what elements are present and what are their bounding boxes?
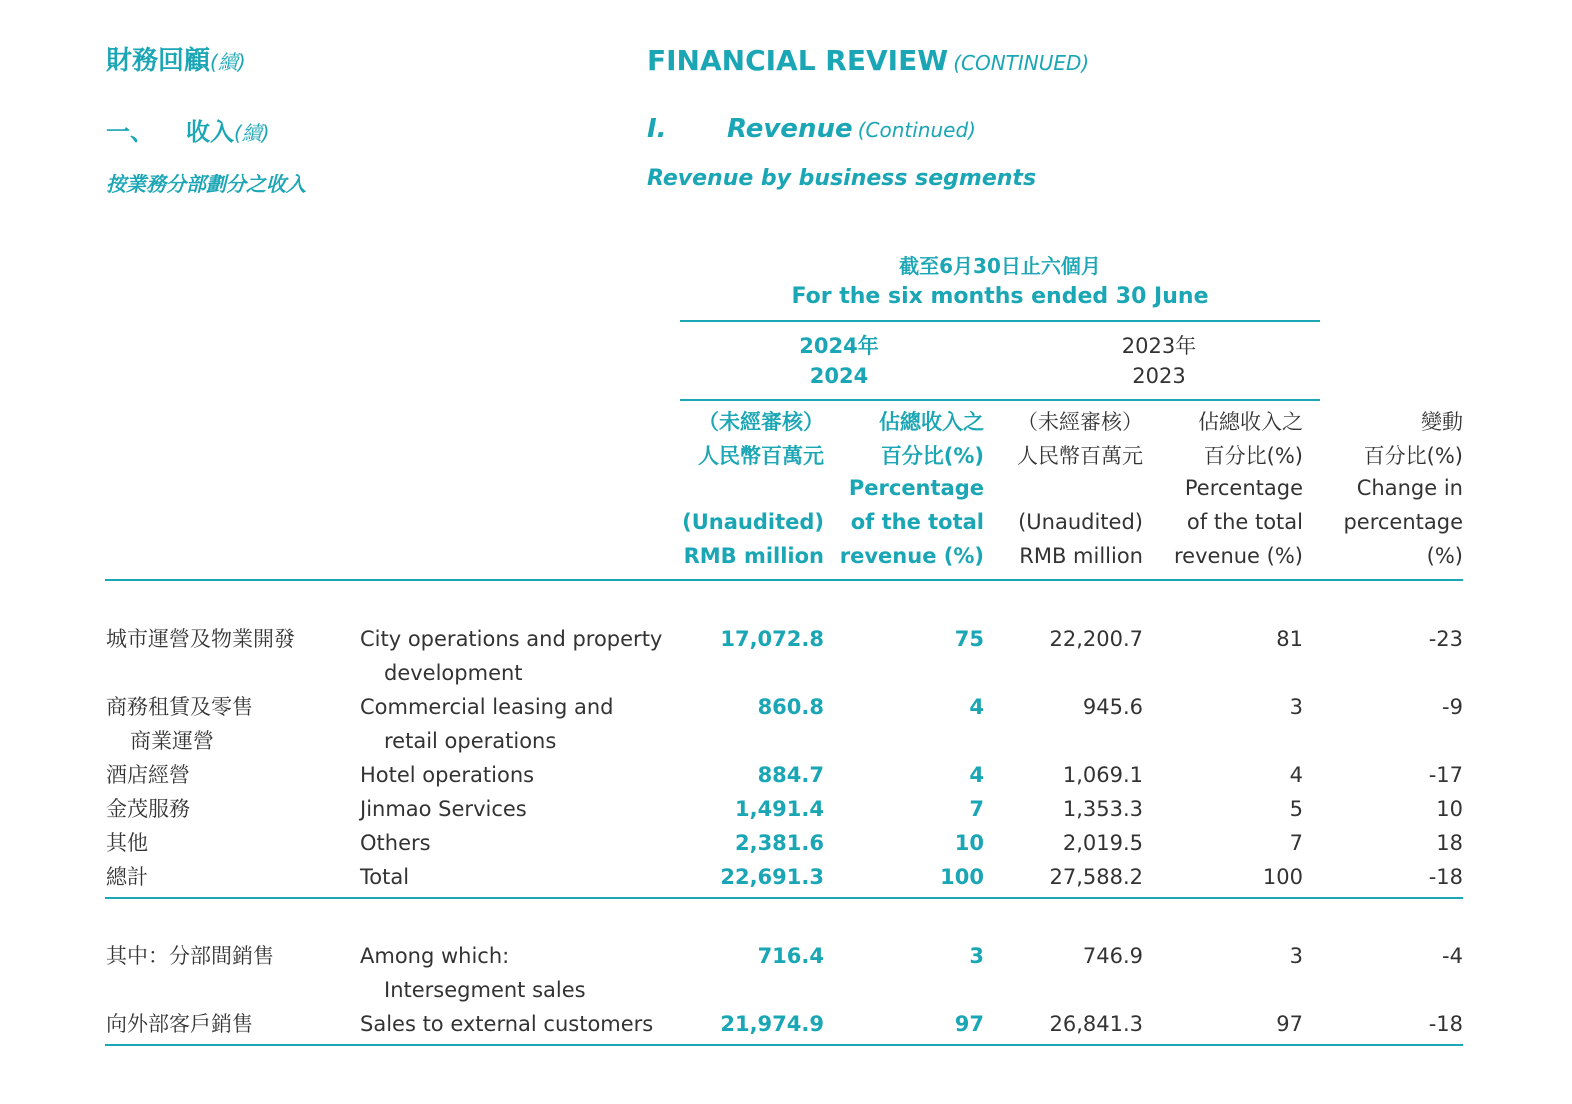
cell-2024-pct: 10	[954, 831, 984, 855]
year-underline	[680, 399, 1320, 401]
col-head-2024-pct-line: Percentage	[848, 476, 984, 500]
cell-2024-amount: 22,691.3	[720, 865, 824, 889]
cell-2024-amount: 1,491.4	[734, 797, 824, 821]
en-subsection-title: Revenue by business segments	[647, 166, 1037, 191]
col-head-2023-pct-line: revenue (%)	[1174, 544, 1303, 568]
row-label-en: Jinmao Services	[360, 797, 527, 821]
row-label-en: Sales to external customers	[360, 1012, 654, 1036]
col-head-2023-pct-line: of the total	[1186, 510, 1303, 534]
col-head-2024-amount-line: RMB million	[683, 544, 824, 568]
year-2023-zh: 2023年	[1121, 334, 1197, 358]
cell-2024-pct: 97	[954, 1012, 984, 1036]
cell-2023-pct: 81	[1276, 627, 1303, 651]
zh-subsection-title: 按業務分部劃分之收入	[106, 172, 306, 196]
row-label-zh: 向外部客戶銷售	[106, 1012, 253, 1036]
row-label-zh: 總計	[106, 865, 148, 889]
total-rule	[105, 897, 1463, 899]
col-head-2024-pct-line: of the total	[850, 510, 984, 534]
cell-2024-pct: 100	[940, 865, 984, 889]
row-label-en: Intersegment sales	[384, 978, 586, 1002]
col-head-2023-amount-line: （未經審核）	[1017, 410, 1143, 434]
row-label-en: Others	[360, 831, 431, 855]
cell-2023-amount: 1,069.1	[1062, 763, 1143, 787]
cell-change: -18	[1428, 1012, 1463, 1036]
year-2024-en: 2024	[809, 364, 869, 388]
cell-change: -17	[1428, 763, 1463, 787]
row-label-zh: 商務租賃及零售	[106, 695, 253, 719]
col-head-2023-pct-line: Percentage	[1184, 476, 1303, 500]
col-head-2024-pct-line: 佔總收入之	[879, 410, 984, 434]
row-label-en: development	[384, 661, 523, 685]
en-section-number: I.	[647, 114, 667, 144]
cell-2023-pct: 97	[1276, 1012, 1303, 1036]
cell-2024-pct: 75	[954, 627, 984, 651]
row-label-zh: 酒店經營	[106, 763, 190, 787]
cell-2023-amount: 945.6	[1082, 695, 1143, 719]
col-head-2023-pct-line: 佔總收入之	[1198, 410, 1303, 434]
row-label-zh: 城市運營及物業開發	[106, 627, 295, 651]
cell-2024-amount: 2,381.6	[734, 831, 824, 855]
cell-2023-amount: 27,588.2	[1049, 865, 1143, 889]
zh-section-number: 一、	[106, 118, 154, 146]
row-label-en: City operations and property	[360, 627, 663, 651]
cell-change: -18	[1428, 865, 1463, 889]
col-head-2024-amount-line: 人民幣百萬元	[698, 444, 824, 468]
period-underline	[680, 320, 1320, 322]
col-head-2024-pct-line: revenue (%)	[839, 544, 984, 568]
row-label-zh: 其中：分部間銷售	[106, 944, 274, 968]
en-section-title: Revenue (Continued)	[727, 114, 976, 144]
row-label-en: Commercial leasing and	[360, 695, 614, 719]
col-head-2023-pct-line: 百分比(%)	[1203, 444, 1303, 468]
cell-change: -23	[1428, 627, 1463, 651]
row-label-zh: 商業運營	[130, 729, 214, 753]
col-head-2023-amount-line: RMB million	[1019, 544, 1143, 568]
col-head-2023-amount-line: (Unaudited)	[1018, 510, 1143, 534]
col-head-2024-pct-line: 百分比(%)	[880, 444, 984, 468]
cell-2024-pct: 4	[969, 763, 984, 787]
col-head-change-line: 百分比(%)	[1363, 444, 1463, 468]
year-2023-en: 2023	[1132, 364, 1186, 388]
cell-2023-pct: 3	[1289, 695, 1303, 719]
row-label-en: Hotel operations	[360, 763, 535, 787]
period-zh: 截至6月30日止六個月	[899, 254, 1101, 278]
cell-2024-amount: 716.4	[757, 944, 824, 968]
year-2024-zh: 2024年	[799, 334, 879, 358]
cell-2023-pct: 4	[1289, 763, 1303, 787]
row-label-en: Among which:	[360, 944, 510, 968]
header-rule	[105, 579, 1463, 581]
cell-2023-amount: 26,841.3	[1049, 1012, 1143, 1036]
cell-2023-pct: 100	[1262, 865, 1303, 889]
bottom-rule	[105, 1044, 1463, 1046]
cell-2024-amount: 860.8	[757, 695, 824, 719]
en-page-title: FINANCIAL REVIEW (CONTINUED)	[647, 44, 1090, 77]
zh-section-title: 收入(續)	[186, 118, 270, 146]
cell-change: -4	[1442, 944, 1463, 968]
zh-page-title: 財務回顧(續)	[106, 46, 246, 76]
col-head-2023-amount-line: 人民幣百萬元	[1017, 444, 1143, 468]
cell-change: 10	[1436, 797, 1463, 821]
col-head-2024-amount-line: (Unaudited)	[682, 510, 824, 534]
cell-change: 18	[1436, 831, 1463, 855]
row-label-zh: 金茂服務	[106, 797, 190, 821]
cell-2023-amount: 22,200.7	[1049, 627, 1143, 651]
row-label-zh: 其他	[106, 831, 148, 855]
period-en: For the six months ended 30 June	[791, 284, 1209, 309]
cell-2023-amount: 746.9	[1082, 944, 1143, 968]
col-head-change-line: 變動	[1421, 410, 1463, 434]
col-head-change-line: percentage	[1343, 510, 1463, 534]
cell-2023-pct: 3	[1289, 944, 1303, 968]
cell-2024-amount: 21,974.9	[720, 1012, 824, 1036]
row-label-en: retail operations	[384, 729, 557, 753]
row-label-en: Total	[360, 865, 410, 889]
cell-2024-pct: 7	[969, 797, 984, 821]
cell-2023-amount: 2,019.5	[1062, 831, 1143, 855]
cell-2023-pct: 7	[1289, 831, 1303, 855]
cell-change: -9	[1442, 695, 1463, 719]
col-head-change-line: Change in	[1356, 476, 1463, 500]
cell-2024-pct: 4	[969, 695, 984, 719]
cell-2023-pct: 5	[1289, 797, 1303, 821]
col-head-2024-amount-line: （未經審核）	[698, 410, 824, 434]
cell-2023-amount: 1,353.3	[1062, 797, 1143, 821]
cell-2024-pct: 3	[969, 944, 984, 968]
col-head-change-line: (%)	[1426, 544, 1463, 568]
cell-2024-amount: 884.7	[757, 763, 824, 787]
cell-2024-amount: 17,072.8	[720, 627, 824, 651]
